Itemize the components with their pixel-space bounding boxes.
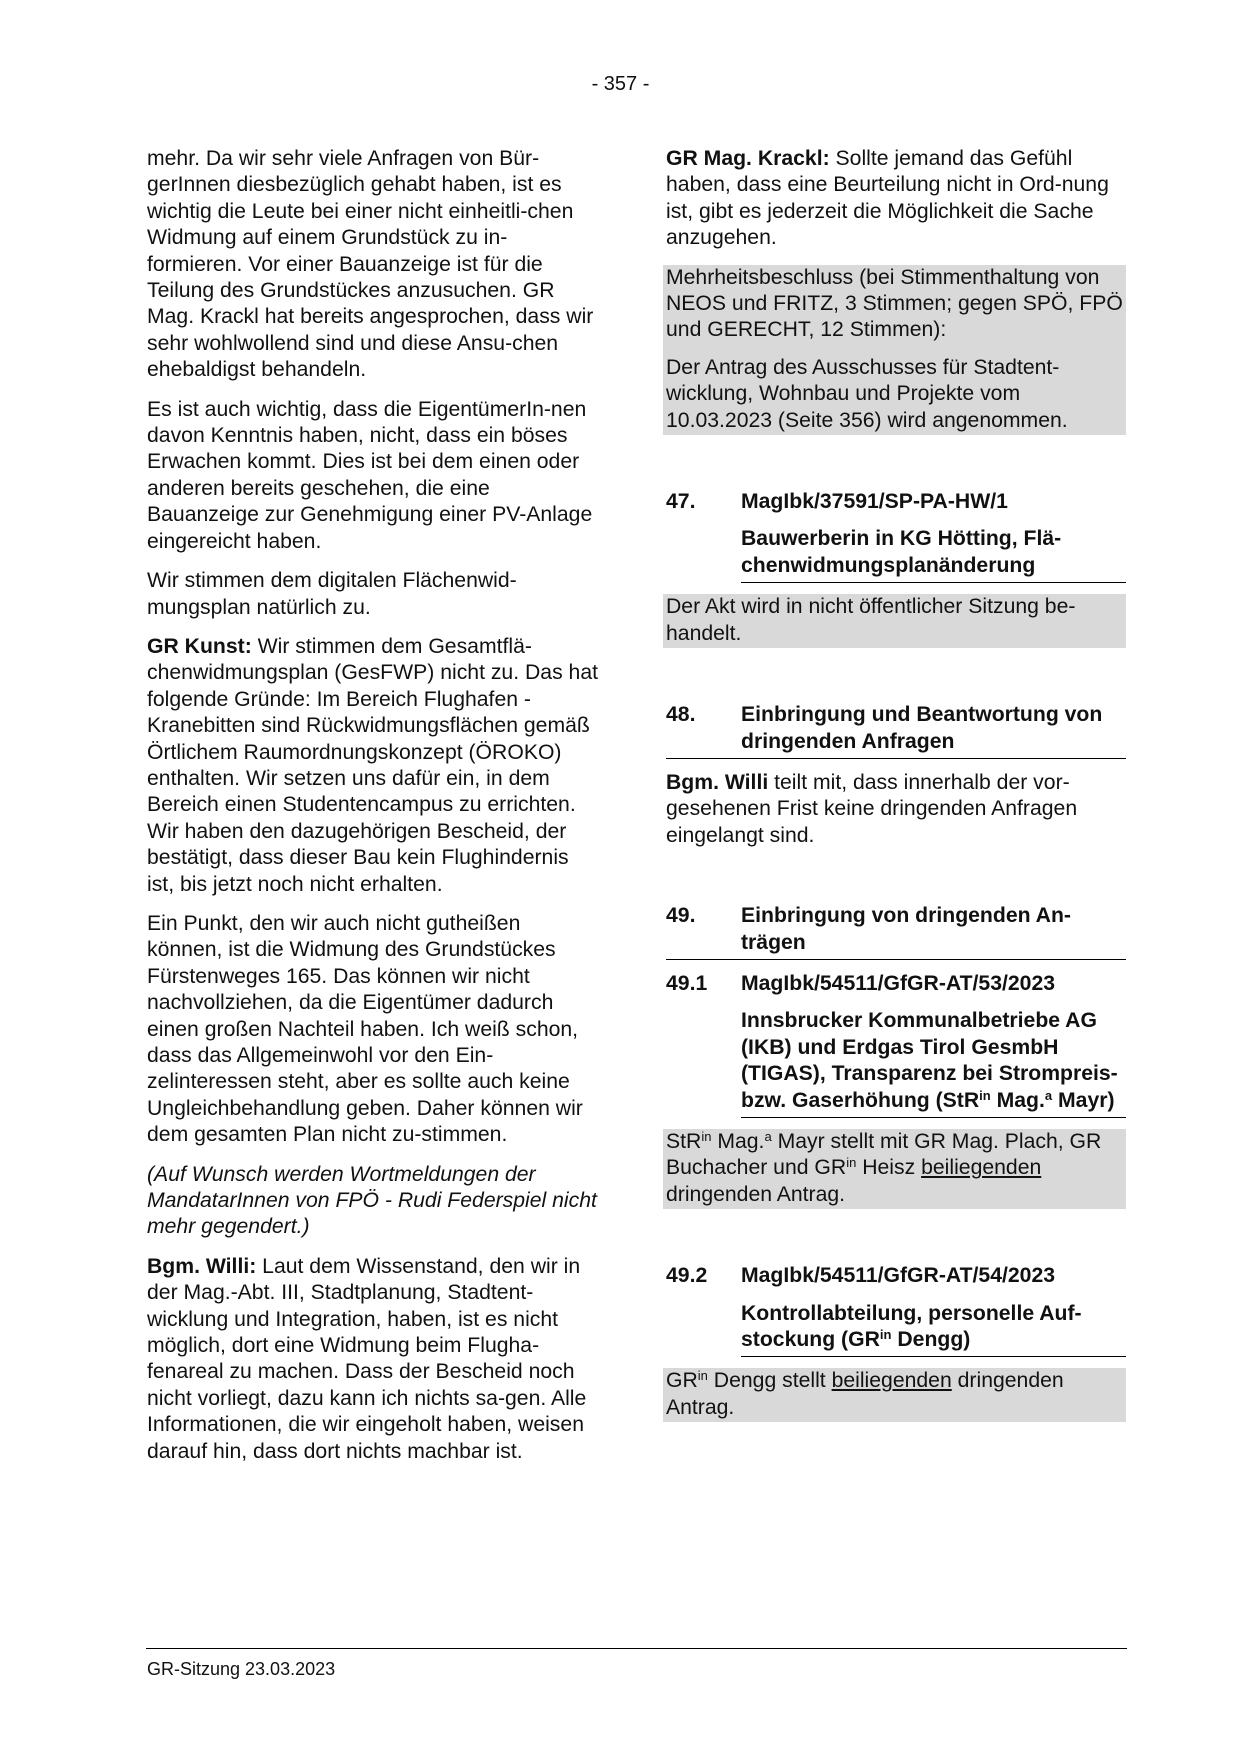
paragraph <box>666 146 1126 252</box>
item-number: 48. <box>666 703 696 727</box>
superscript: in <box>846 1155 857 1171</box>
item-number: 49. <box>666 904 696 928</box>
footer-text: GR-Sitzung 23.03.2023 <box>147 1659 336 1679</box>
note-part: dringenden Antrag. <box>666 1182 846 1206</box>
item-title: Bauwerberin in KG Hötting, Flä-chenwidmungsplanänderung <box>741 526 1126 583</box>
item-title <box>741 1008 1126 1118</box>
item-note <box>663 1368 1126 1422</box>
speaker-name: GR Kunst: <box>147 634 252 658</box>
attachment-reference: beiliegenden <box>831 1369 952 1393</box>
title-part: Dengg) <box>891 1328 971 1351</box>
item-reference: MagIbk/54511/GfGR-AT/54/2023 <box>741 1264 1056 1288</box>
item-number: 49.2 <box>666 1264 708 1288</box>
superscript: in <box>701 1128 712 1144</box>
paragraph: Es ist auch wichtig, dass die EigentümerIn-nen davon Kenntnis haben, nicht, dass ein böses Erwachen kommt. Dies ist bei dem einen oder anderen bereits geschehen, die eine Bauanzeige zur Genehmigung einer PV-Anlage eingereicht haben. <box>147 397 593 553</box>
editorial-note: (Auf Wunsch werden Wortmeldungen der MandatarInnen von FPÖ - Rudi Federspiel nicht mehr gegendert.) <box>147 1162 597 1239</box>
note-text: Der Akt wird in nicht öffentlicher Sitzung be-handelt. <box>666 595 1076 645</box>
title-part: Kontrollabteilung, personelle Auf-stockung (GR <box>741 1301 1082 1351</box>
agenda-item-47 <box>666 489 1126 515</box>
title-part: Mag. <box>990 1088 1045 1112</box>
item-title <box>741 1301 1126 1358</box>
page-number: - 357 - <box>591 73 650 95</box>
item-note <box>663 594 1126 648</box>
paragraph: Wir stimmen dem digitalen Flächenwid-mungsplan natürlich zu. <box>147 569 517 619</box>
speech-text: Laut dem Wissenstand, den wir in der Mag.-Abt. III, Stadtplanung, Stadtent-wicklung und Integration, haben, ist es nicht möglich, dort eine Widmung beim Flugha-fenareal zu machen. Dass der Bescheid noch nicht vorliegt, dazu kann ich nichts sa-gen. Alle Informationen, die wir eingeholt haben, weisen darauf hin, dass dort nichts machbar ist. <box>147 1254 587 1463</box>
note-part: Mayr stellt mit GR Mag. Plach, GR Buchacher und GR <box>666 1129 1102 1180</box>
speaker-name: GR Mag. Krackl: <box>666 147 830 170</box>
decision-text: Der Antrag des Ausschusses für Stadtent-wicklung, Wohnbau und Projekte vom 10.03.2023 (Seite 356) wird angenommen. <box>666 355 1068 432</box>
paragraph <box>147 634 600 898</box>
paragraph: mehr. Da wir sehr viele Anfragen von Bür-gerInnen diesbezüglich gehabt haben, ist es wichtig die Leute bei einer nicht einheitli-chen Widmung auf einem Grundstück zu in-formieren. Vor einer Bauanzeige ist für die Teilung des Grundstückes anzusuchen. GR Mag. Krackl hat bereits angesprochen, dass wir sehr wohlwollend sind und diese Ansu-chen ehebaldigst behandeln. <box>147 147 594 382</box>
paragraph <box>147 1254 600 1465</box>
superscript: in <box>979 1087 991 1103</box>
title-part: Innsbrucker Kommunalbetriebe AG (IKB) und Erdgas Tirol GesmbH (TIGAS), Transparenz bei Strompreis- bzw. Gaserhöhung (StR <box>741 1009 1118 1112</box>
speech-text: Wir stimmen dem Gesamtflä-chenwidmungsplan (GesFWP) nicht zu. Das hat folgende Gründe: Im Bereich Flughafen - Kranebitten sind Rückwidmungsflächen gemäß Örtlichem Raumordnungskonzept (ÖROKO) enthalten. Wir setzen uns dafür ein, in dem Bereich einen Studentencampus zu errichten. Wir haben den dazugehörigen Bescheid, der bestätigt, dass dieser Bau kein Flughindernis ist, bis jetzt noch nicht erhalten. <box>147 634 599 896</box>
note-part: dringenden Antrag. <box>666 1369 1064 1419</box>
item-number: 49.1 <box>666 971 708 995</box>
agenda-item-49-2 <box>666 1263 1126 1289</box>
item-reference: MagIbk/37591/SP-PA-HW/1 <box>741 490 1008 514</box>
speech-text: Sollte jemand das Gefühl haben, dass eine Beurteilung nicht in Ord-nung ist, gibt es jederzeit die Möglichkeit die Sache anzugehen. <box>666 147 1109 250</box>
right-column <box>666 146 1126 1422</box>
note-part: Mag. <box>711 1129 765 1153</box>
superscript: a <box>1044 1087 1053 1103</box>
attachment-reference: beiliegenden <box>921 1156 1042 1180</box>
decision-block <box>663 265 1126 435</box>
speaker-name: Bgm. Willi <box>666 770 769 794</box>
decision-text: Mehrheitsbeschluss (bei Stimmenthaltung von NEOS und FRITZ, 3 Stimmen; gegen SPÖ, FPÖ und GERECHT, 12 Stimmen): <box>666 265 1123 342</box>
paragraph: Ein Punkt, den wir auch nicht gutheißen können, ist die Widmung des Grundstückes Fürstenweges 165. Das können wir nicht nachvollziehen, da die Eigentümer dadurch einen großen Nachteil haben. Ich weiß schon, dass das Allgemeinwohl vor den Ein-zelinteressen steht, aber es sollte auch keine Ungleichbehandlung geben. Daher können wir dem gesamten Plan nicht zu-stimmen. <box>147 911 583 1147</box>
superscript: in <box>697 1368 708 1384</box>
agenda-item-49-1 <box>666 971 1126 997</box>
superscript: a <box>764 1128 772 1144</box>
title-part: Mayr) <box>1052 1088 1115 1112</box>
note-text <box>666 1129 1123 1208</box>
item-title: Einbringung von dringenden An-trägen <box>741 904 1071 954</box>
note-part: StR <box>666 1129 702 1153</box>
note-text <box>666 1368 1123 1421</box>
note-part: Dengg stellt <box>707 1369 832 1393</box>
paragraph <box>666 770 1126 849</box>
item-reference: MagIbk/54511/GfGR-AT/53/2023 <box>741 971 1056 995</box>
item-title: Einbringung und Beantwortung von dringenden Anfragen <box>741 703 1103 753</box>
left-column <box>147 146 600 1478</box>
agenda-item-48 <box>666 702 1126 759</box>
speech-text: teilt mit, dass innerhalb der vor-gesehenen Frist keine dringenden Anfragen eingelangt sind. <box>666 770 1078 847</box>
superscript: in <box>879 1327 892 1342</box>
speaker-name: Bgm. Willi: <box>147 1254 257 1278</box>
item-note <box>663 1129 1126 1209</box>
footer-divider <box>146 1648 1127 1649</box>
item-number: 47. <box>666 490 696 514</box>
note-part: GR <box>666 1369 698 1393</box>
agenda-item-49 <box>666 903 1126 960</box>
note-part: Heisz <box>856 1156 922 1180</box>
